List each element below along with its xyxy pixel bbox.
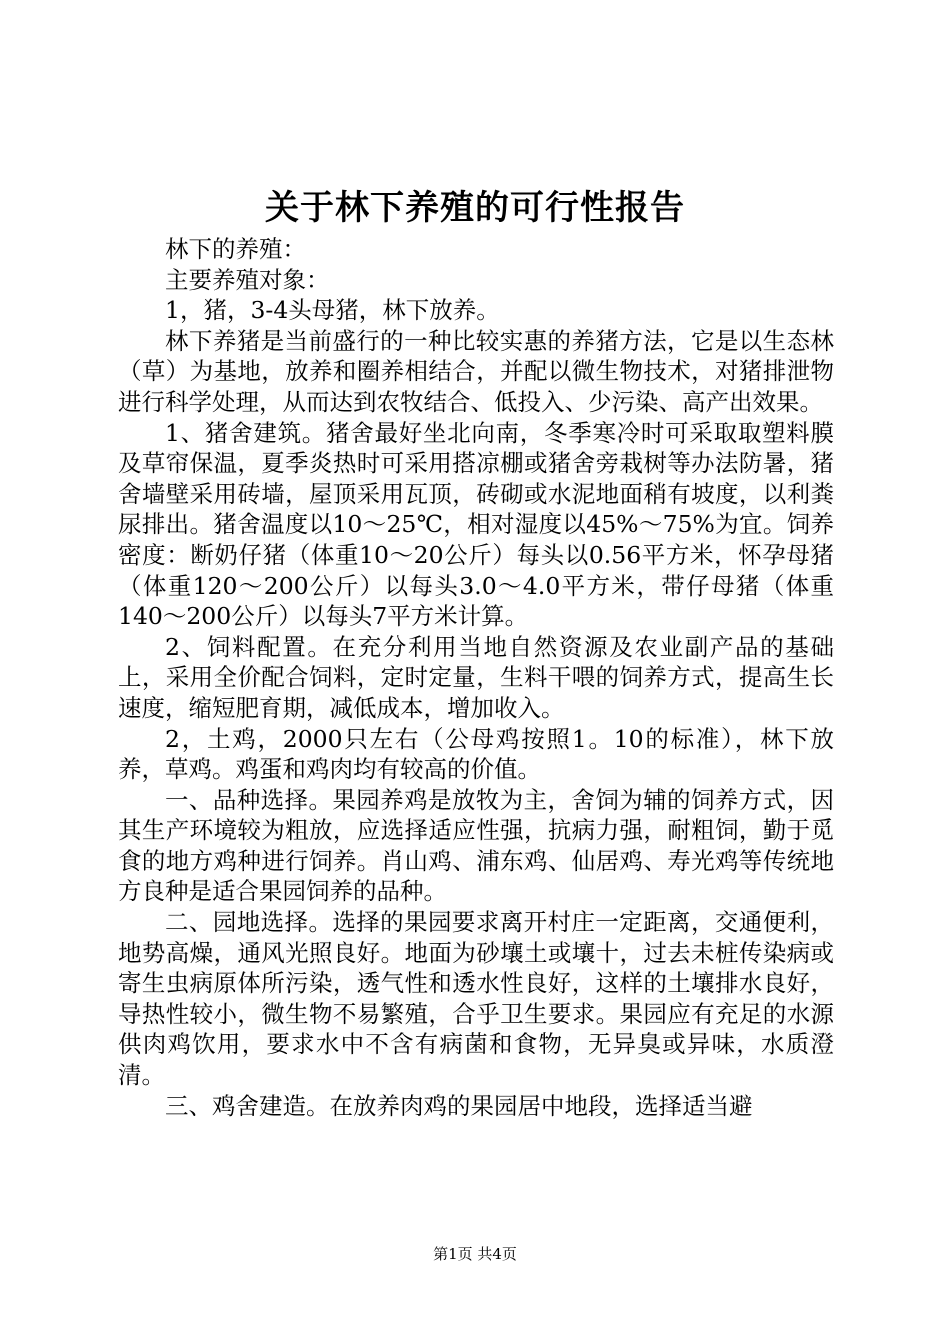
document-body xyxy=(118,234,834,1121)
paragraph: 1、猪舍建筑。猪舍最好坐北向南，冬季寒冷时可采取取塑料膜及草帘保温，夏季炎热时可采用搭凉棚或猪舍旁栽树等办法防暑，猪舍墙壁采用砖墙，屋顶采用瓦顶，砖砌或水泥地面稍有坡度，以利粪尿排出。猪舍温度以10～25℃，相对湿度以45%～75%为宜。饲养密度：断奶仔猪（体重10～20公斤）每头以0.56平方米，怀孕母猪（体重120～200公斤）以每头3.0～4.0平方米，带仔母猪（体重140～200公斤）以每头7平方米计算。 xyxy=(118,418,834,631)
paragraph: 林下的养殖： xyxy=(165,235,306,263)
paragraph: 2，土鸡，2000只左右（公母鸡按照1。10的标准），林下放养，草鸡。鸡蛋和鸡肉均有较高的价值。 xyxy=(118,724,834,784)
page-footer: 第1页 共4页 xyxy=(433,1245,517,1263)
document-title: 关于林下养殖的可行性报告 xyxy=(265,188,685,228)
paragraph: 二、园地选择。选择的果园要求离开村庄一定距离，交通便利，地势高燥，通风光照良好。地面为砂壤土或壤十，过去未桩传染病或寄生虫病原体所污染，透气性和透水性良好，这样的土壤排水良好，导热性较小，微生物不易繁殖，合乎卫生要求。果园应有充足的水源供肉鸡饮用，要求水中不含有病菌和食物，无异臭或异味，水质澄清。 xyxy=(118,908,834,1090)
paragraph: 2、饲料配置。在充分利用当地自然资源及农业副产品的基础上，采用全价配合饲料，定时定量，生料干喂的饲养方式，提高生长速度，缩短肥育期，减低成本，增加收入。 xyxy=(118,632,834,722)
paragraph: 三、鸡舍建造。在放养肉鸡的果园居中地段，选择适当避 xyxy=(165,1091,753,1120)
paragraph: 主要养殖对象： xyxy=(165,265,330,294)
paragraph: 一、品种选择。果园养鸡是放牧为主，舍饲为辅的饲养方式，因其生产环境较为粗放，应选择适应性强，抗病力强，耐粗饲，勤于觅食的地方鸡种进行饲养。肖山鸡、浦东鸡、仙居鸡、寿光鸡等传统地方良种是适合果园饲养的品种。 xyxy=(118,785,834,906)
paragraph: 林下养猪是当前盛行的一种比较实惠的养猪方法，它是以生态林（草）为基地，放养和圈养相结合，并配以微生物技术，对猪排泄物进行科学处理，从而达到农牧结合、低投入、少污染、高产出效果。 xyxy=(118,326,834,416)
paragraph: 1，猪，3-4头母猪，林下放养。 xyxy=(165,296,500,325)
